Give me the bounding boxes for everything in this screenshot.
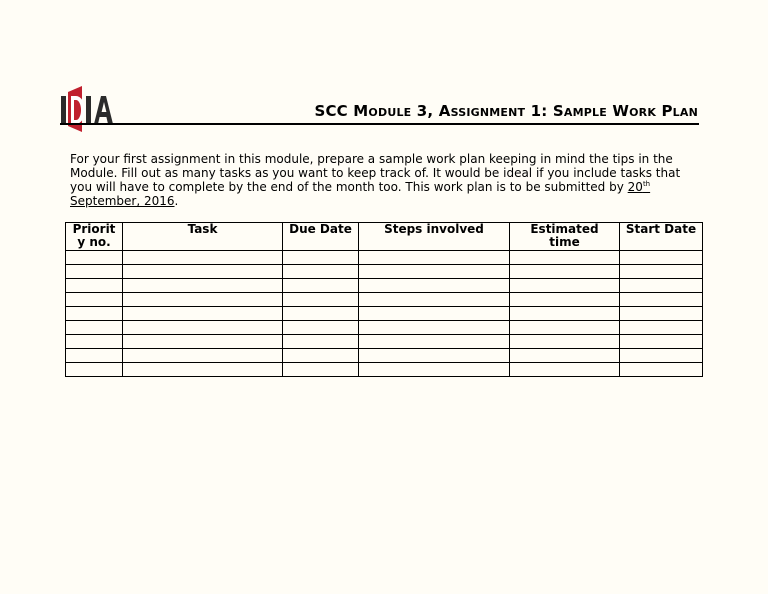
table-header-row xyxy=(66,223,703,251)
cell-estimated-time[interactable] xyxy=(510,265,620,279)
idia-logo xyxy=(60,86,114,132)
table-row xyxy=(66,293,703,307)
cell-due-date[interactable] xyxy=(283,251,359,265)
table-row xyxy=(66,279,703,293)
cell-due-date[interactable] xyxy=(283,293,359,307)
cell-priority[interactable] xyxy=(66,293,123,307)
deadline-suffix: th xyxy=(642,180,651,188)
cell-task[interactable] xyxy=(123,321,283,335)
cell-task[interactable] xyxy=(123,265,283,279)
page-title: SCC Module 3, Assignment 1: Sample Work Plan xyxy=(314,102,698,120)
cell-steps[interactable] xyxy=(359,251,510,265)
table-row xyxy=(66,349,703,363)
instructions-end: . xyxy=(174,194,179,208)
cell-estimated-time[interactable] xyxy=(510,279,620,293)
cell-task[interactable] xyxy=(123,251,283,265)
cell-steps[interactable] xyxy=(359,279,510,293)
cell-start-date[interactable] xyxy=(620,307,703,321)
table-row xyxy=(66,321,703,335)
col-task-header: Task xyxy=(123,223,283,251)
table-row xyxy=(66,251,703,265)
cell-task[interactable] xyxy=(123,363,283,377)
col-due-date-header: Due Date xyxy=(283,223,359,251)
cell-start-date[interactable] xyxy=(620,279,703,293)
cell-due-date[interactable] xyxy=(283,307,359,321)
cell-due-date[interactable] xyxy=(283,321,359,335)
table-row xyxy=(66,307,703,321)
cell-priority[interactable] xyxy=(66,251,123,265)
col-steps-header: Steps involved xyxy=(359,223,510,251)
cell-priority[interactable] xyxy=(66,279,123,293)
col-priority-header: Priorit y no. xyxy=(66,223,123,251)
cell-due-date[interactable] xyxy=(283,363,359,377)
cell-steps[interactable] xyxy=(359,265,510,279)
cell-estimated-time[interactable] xyxy=(510,363,620,377)
deadline-rest: September, 2016 xyxy=(70,194,175,208)
cell-start-date[interactable] xyxy=(620,251,703,265)
instructions-paragraph xyxy=(70,152,702,208)
cell-start-date[interactable] xyxy=(620,349,703,363)
cell-start-date[interactable] xyxy=(620,265,703,279)
table-row xyxy=(66,265,703,279)
cell-task[interactable] xyxy=(123,293,283,307)
cell-task[interactable] xyxy=(123,349,283,363)
cell-estimated-time[interactable] xyxy=(510,321,620,335)
cell-estimated-time[interactable] xyxy=(510,251,620,265)
cell-priority[interactable] xyxy=(66,335,123,349)
cell-steps[interactable] xyxy=(359,349,510,363)
cell-steps[interactable] xyxy=(359,307,510,321)
cell-task[interactable] xyxy=(123,307,283,321)
cell-start-date[interactable] xyxy=(620,321,703,335)
cell-estimated-time[interactable] xyxy=(510,307,620,321)
cell-steps[interactable] xyxy=(359,321,510,335)
cell-due-date[interactable] xyxy=(283,335,359,349)
instructions-text: For your first assignment in this module, prepare a sample work plan keeping in mind the tips in the Module. Fill out as many tasks as you want to keep track of. It would be ideal if you include tasks that you will have to complete by the end of the month too. This work plan is to be submitted by xyxy=(70,152,681,194)
cell-priority[interactable] xyxy=(66,265,123,279)
cell-priority[interactable] xyxy=(66,363,123,377)
cell-start-date[interactable] xyxy=(620,335,703,349)
cell-estimated-time[interactable] xyxy=(510,293,620,307)
cell-steps[interactable] xyxy=(359,335,510,349)
title-divider xyxy=(60,123,699,125)
work-plan-table xyxy=(65,222,703,377)
cell-start-date[interactable] xyxy=(620,293,703,307)
cell-steps[interactable] xyxy=(359,293,510,307)
cell-due-date[interactable] xyxy=(283,349,359,363)
cell-estimated-time[interactable] xyxy=(510,335,620,349)
col-start-date-header: Start Date xyxy=(620,223,703,251)
col-estimated-time-header: Estimated time xyxy=(510,223,620,251)
table-row xyxy=(66,335,703,349)
cell-priority[interactable] xyxy=(66,321,123,335)
cell-due-date[interactable] xyxy=(283,279,359,293)
cell-priority[interactable] xyxy=(66,307,123,321)
cell-start-date[interactable] xyxy=(620,363,703,377)
table-row xyxy=(66,363,703,377)
table-body xyxy=(66,251,703,377)
cell-task[interactable] xyxy=(123,279,283,293)
cell-task[interactable] xyxy=(123,335,283,349)
cell-steps[interactable] xyxy=(359,363,510,377)
deadline-day: 20 xyxy=(627,180,643,194)
cell-priority[interactable] xyxy=(66,349,123,363)
cell-due-date[interactable] xyxy=(283,265,359,279)
cell-estimated-time[interactable] xyxy=(510,349,620,363)
